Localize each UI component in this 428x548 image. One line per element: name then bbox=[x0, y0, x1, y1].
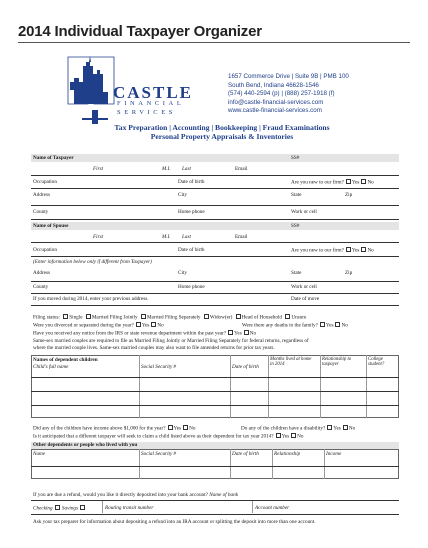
spouse-section-label: Name of Spouse bbox=[33, 223, 69, 229]
spouse-work-cell-label: Work or cell bbox=[291, 284, 317, 290]
filing-mfj-checkbox[interactable] bbox=[86, 314, 91, 319]
dep-disability-question: Do any of the children have a disability? Yes No bbox=[241, 425, 356, 432]
contact-address-1: 1657 Commerce Drive | Suite 9B | PMB 100 bbox=[228, 73, 349, 80]
dep-col-months: Months lived at home in 2014 bbox=[270, 357, 312, 368]
other-col-dob: Date of birth bbox=[232, 451, 259, 457]
taxpayer-dob-label: Date of birth bbox=[178, 179, 205, 185]
deaths-no-checkbox[interactable] bbox=[335, 322, 340, 327]
taxpayer-section-label: Name of Taxpayer bbox=[33, 155, 74, 161]
samesex-note-2: where the married couple lives. Same-sex married couples may also want to file amended returns for prior tax years. bbox=[33, 345, 275, 351]
refund-question: If you are due a refund, would you like it directly deposited into your bank account? Name of bank bbox=[33, 492, 239, 498]
dep-col-relationship: Relationship to taxpayer bbox=[322, 357, 352, 368]
deaths-yes-checkbox[interactable] bbox=[320, 322, 325, 327]
spouse-state-label: State bbox=[291, 270, 302, 276]
contact-address-2: South Bend, Indiana 46628-1546 bbox=[228, 81, 319, 89]
spouse-note: (Enter information below only if different from Taxpayer) bbox=[33, 259, 152, 265]
dependents-section-label: Names of dependent children bbox=[33, 357, 98, 363]
refund-account-type: Checking Savings bbox=[33, 505, 86, 512]
dep-income-no-checkbox[interactable] bbox=[183, 425, 188, 430]
dep-col-dob: Date of birth bbox=[232, 364, 259, 370]
contact-phone: (574) 440-2594 (p) | (888) 257-1918 (f) bbox=[228, 90, 335, 98]
date-of-move-label: Date of move bbox=[291, 296, 320, 302]
taxpayer-occupation-label: Occupation bbox=[33, 179, 57, 185]
taxpayer-email-label: Email bbox=[235, 166, 248, 172]
spouse-new-no-checkbox[interactable] bbox=[361, 247, 366, 252]
routing-number-label: Routing transit number bbox=[105, 505, 154, 511]
spouse-last-label: Last bbox=[182, 234, 191, 240]
contact-email: info@castle-financial-services.com bbox=[228, 98, 324, 106]
moved-label: If you moved during 2014, enter your previous address. bbox=[33, 296, 149, 302]
contact-block bbox=[228, 73, 349, 116]
spouse-occupation-label: Occupation bbox=[33, 247, 57, 253]
other-section-label: Other dependents or people who lived with you bbox=[33, 442, 138, 448]
taxpayer-county-label: County bbox=[33, 209, 49, 215]
logo-line-services: SERVICES bbox=[117, 109, 176, 116]
filing-unsure-checkbox[interactable] bbox=[285, 314, 290, 319]
dep-col-college: College student? bbox=[368, 357, 385, 368]
irs-notice-question: Have you received any notice from the IRS or state revenue department within the past year? Yes No bbox=[33, 330, 257, 337]
taxpayer-last-label: Last bbox=[182, 166, 191, 172]
tagline-appraisals: Personal Property Appraisals & Inventories bbox=[150, 132, 294, 141]
spouse-zip-label: Zip bbox=[345, 270, 353, 276]
taxpayer-work-cell-label: Work or cell bbox=[291, 209, 317, 215]
taxpayer-zip-label: Zip bbox=[345, 192, 353, 198]
taxpayer-section-band bbox=[31, 154, 399, 162]
dep-col-ssn: Social Security # bbox=[141, 364, 177, 370]
checking-checkbox[interactable] bbox=[55, 505, 60, 510]
spouse-address-label: Address bbox=[33, 270, 51, 276]
taxpayer-first-label: First bbox=[93, 166, 104, 172]
spouse-home-phone-label: Home phone bbox=[178, 284, 205, 290]
taxpayer-new-yes-checkbox[interactable] bbox=[346, 179, 351, 184]
spouse-section-band bbox=[31, 222, 399, 230]
other-dependents-table bbox=[31, 449, 399, 479]
contact-website: www.castle-financial-services.com bbox=[228, 107, 322, 115]
spouse-email-label: Email bbox=[235, 234, 248, 240]
other-col-ssn: Social Security # bbox=[141, 451, 177, 457]
spouse-county-label: County bbox=[33, 284, 49, 290]
deaths-question: Were there any deaths in the family? Yes No bbox=[242, 322, 348, 329]
taxpayer-home-phone-label: Home phone bbox=[178, 209, 205, 215]
dep-income-question: Did any of the children have income above $1,000 for the year? Yes No bbox=[33, 425, 196, 432]
taxpayer-new-firm: Are you new to our firm? Yes No bbox=[291, 179, 374, 186]
spouse-dob-label: Date of birth bbox=[178, 247, 205, 253]
divorced-no-checkbox[interactable] bbox=[151, 322, 156, 327]
taxpayer-city-label: City bbox=[178, 192, 187, 198]
filing-widow-checkbox[interactable] bbox=[204, 314, 209, 319]
logo-wordmark: CASTLE bbox=[113, 83, 194, 102]
savings-checkbox[interactable] bbox=[80, 505, 85, 510]
title-rule bbox=[18, 42, 410, 43]
filing-hoh-checkbox[interactable] bbox=[236, 314, 241, 319]
dep-income-yes-checkbox[interactable] bbox=[168, 425, 173, 430]
taxpayer-state-label: State bbox=[291, 192, 302, 198]
tagline-services: Tax Preparation | Accounting | Bookkeeping | Fraud Examinations bbox=[114, 123, 330, 132]
dep-col-name: Child's full name bbox=[33, 364, 69, 370]
taxpayer-new-no-checkbox[interactable] bbox=[361, 179, 366, 184]
other-col-relationship: Relationship bbox=[274, 451, 301, 457]
spouse-new-firm: Are you new to our firm? Yes No bbox=[291, 247, 374, 254]
spouse-mi-label: M.I. bbox=[162, 234, 171, 240]
ira-note: Ask your tax preparer for information about depositing a refund into an IRA account or splitting the deposit into more than one account. bbox=[33, 519, 316, 525]
filing-status-row: Filing status: Single Married Filing Jointly Married Filing Separately Widow(er) Head of Household Unsure bbox=[33, 314, 307, 321]
spouse-new-yes-checkbox[interactable] bbox=[346, 247, 351, 252]
spouse-city-label: City bbox=[178, 270, 187, 276]
filing-single-checkbox[interactable] bbox=[63, 314, 68, 319]
dep-disability-yes-checkbox[interactable] bbox=[327, 425, 332, 430]
dep-claim-no-checkbox[interactable] bbox=[291, 433, 296, 438]
account-number-label: Account number bbox=[255, 505, 290, 511]
dep-claim-yes-checkbox[interactable] bbox=[276, 433, 281, 438]
spouse-first-label: First bbox=[93, 234, 104, 240]
divorced-yes-checkbox[interactable] bbox=[136, 322, 141, 327]
spouse-ssn-label: SS# bbox=[291, 223, 300, 229]
irs-no-checkbox[interactable] bbox=[244, 330, 249, 335]
dep-claim-question: Is it anticipated that a different taxpayer will seek to claim a child listed above as their dependent for tax year 2014? Yes No bbox=[33, 433, 304, 440]
dep-disability-no-checkbox[interactable] bbox=[343, 425, 348, 430]
irs-yes-checkbox[interactable] bbox=[228, 330, 233, 335]
taxpayer-address-label: Address bbox=[33, 192, 51, 198]
logo-line-financial: FINANCIAL bbox=[117, 100, 185, 107]
taxpayer-mi-label: M.I. bbox=[162, 166, 171, 172]
other-col-income: Income bbox=[326, 451, 342, 457]
taxpayer-ssn-label: SS# bbox=[291, 155, 300, 161]
samesex-note-1: Same-sex married couples are required to file as Married Filing Jointly or Married Filing Separately for federal returns, regardless of bbox=[33, 338, 309, 344]
divorced-question: Were you divorced or separated during the year? Yes No bbox=[33, 322, 164, 329]
page-title: 2014 Individual Taxpayer Organizer bbox=[18, 23, 262, 40]
filing-mfs-checkbox[interactable] bbox=[141, 314, 146, 319]
other-col-name: Name bbox=[33, 451, 46, 457]
